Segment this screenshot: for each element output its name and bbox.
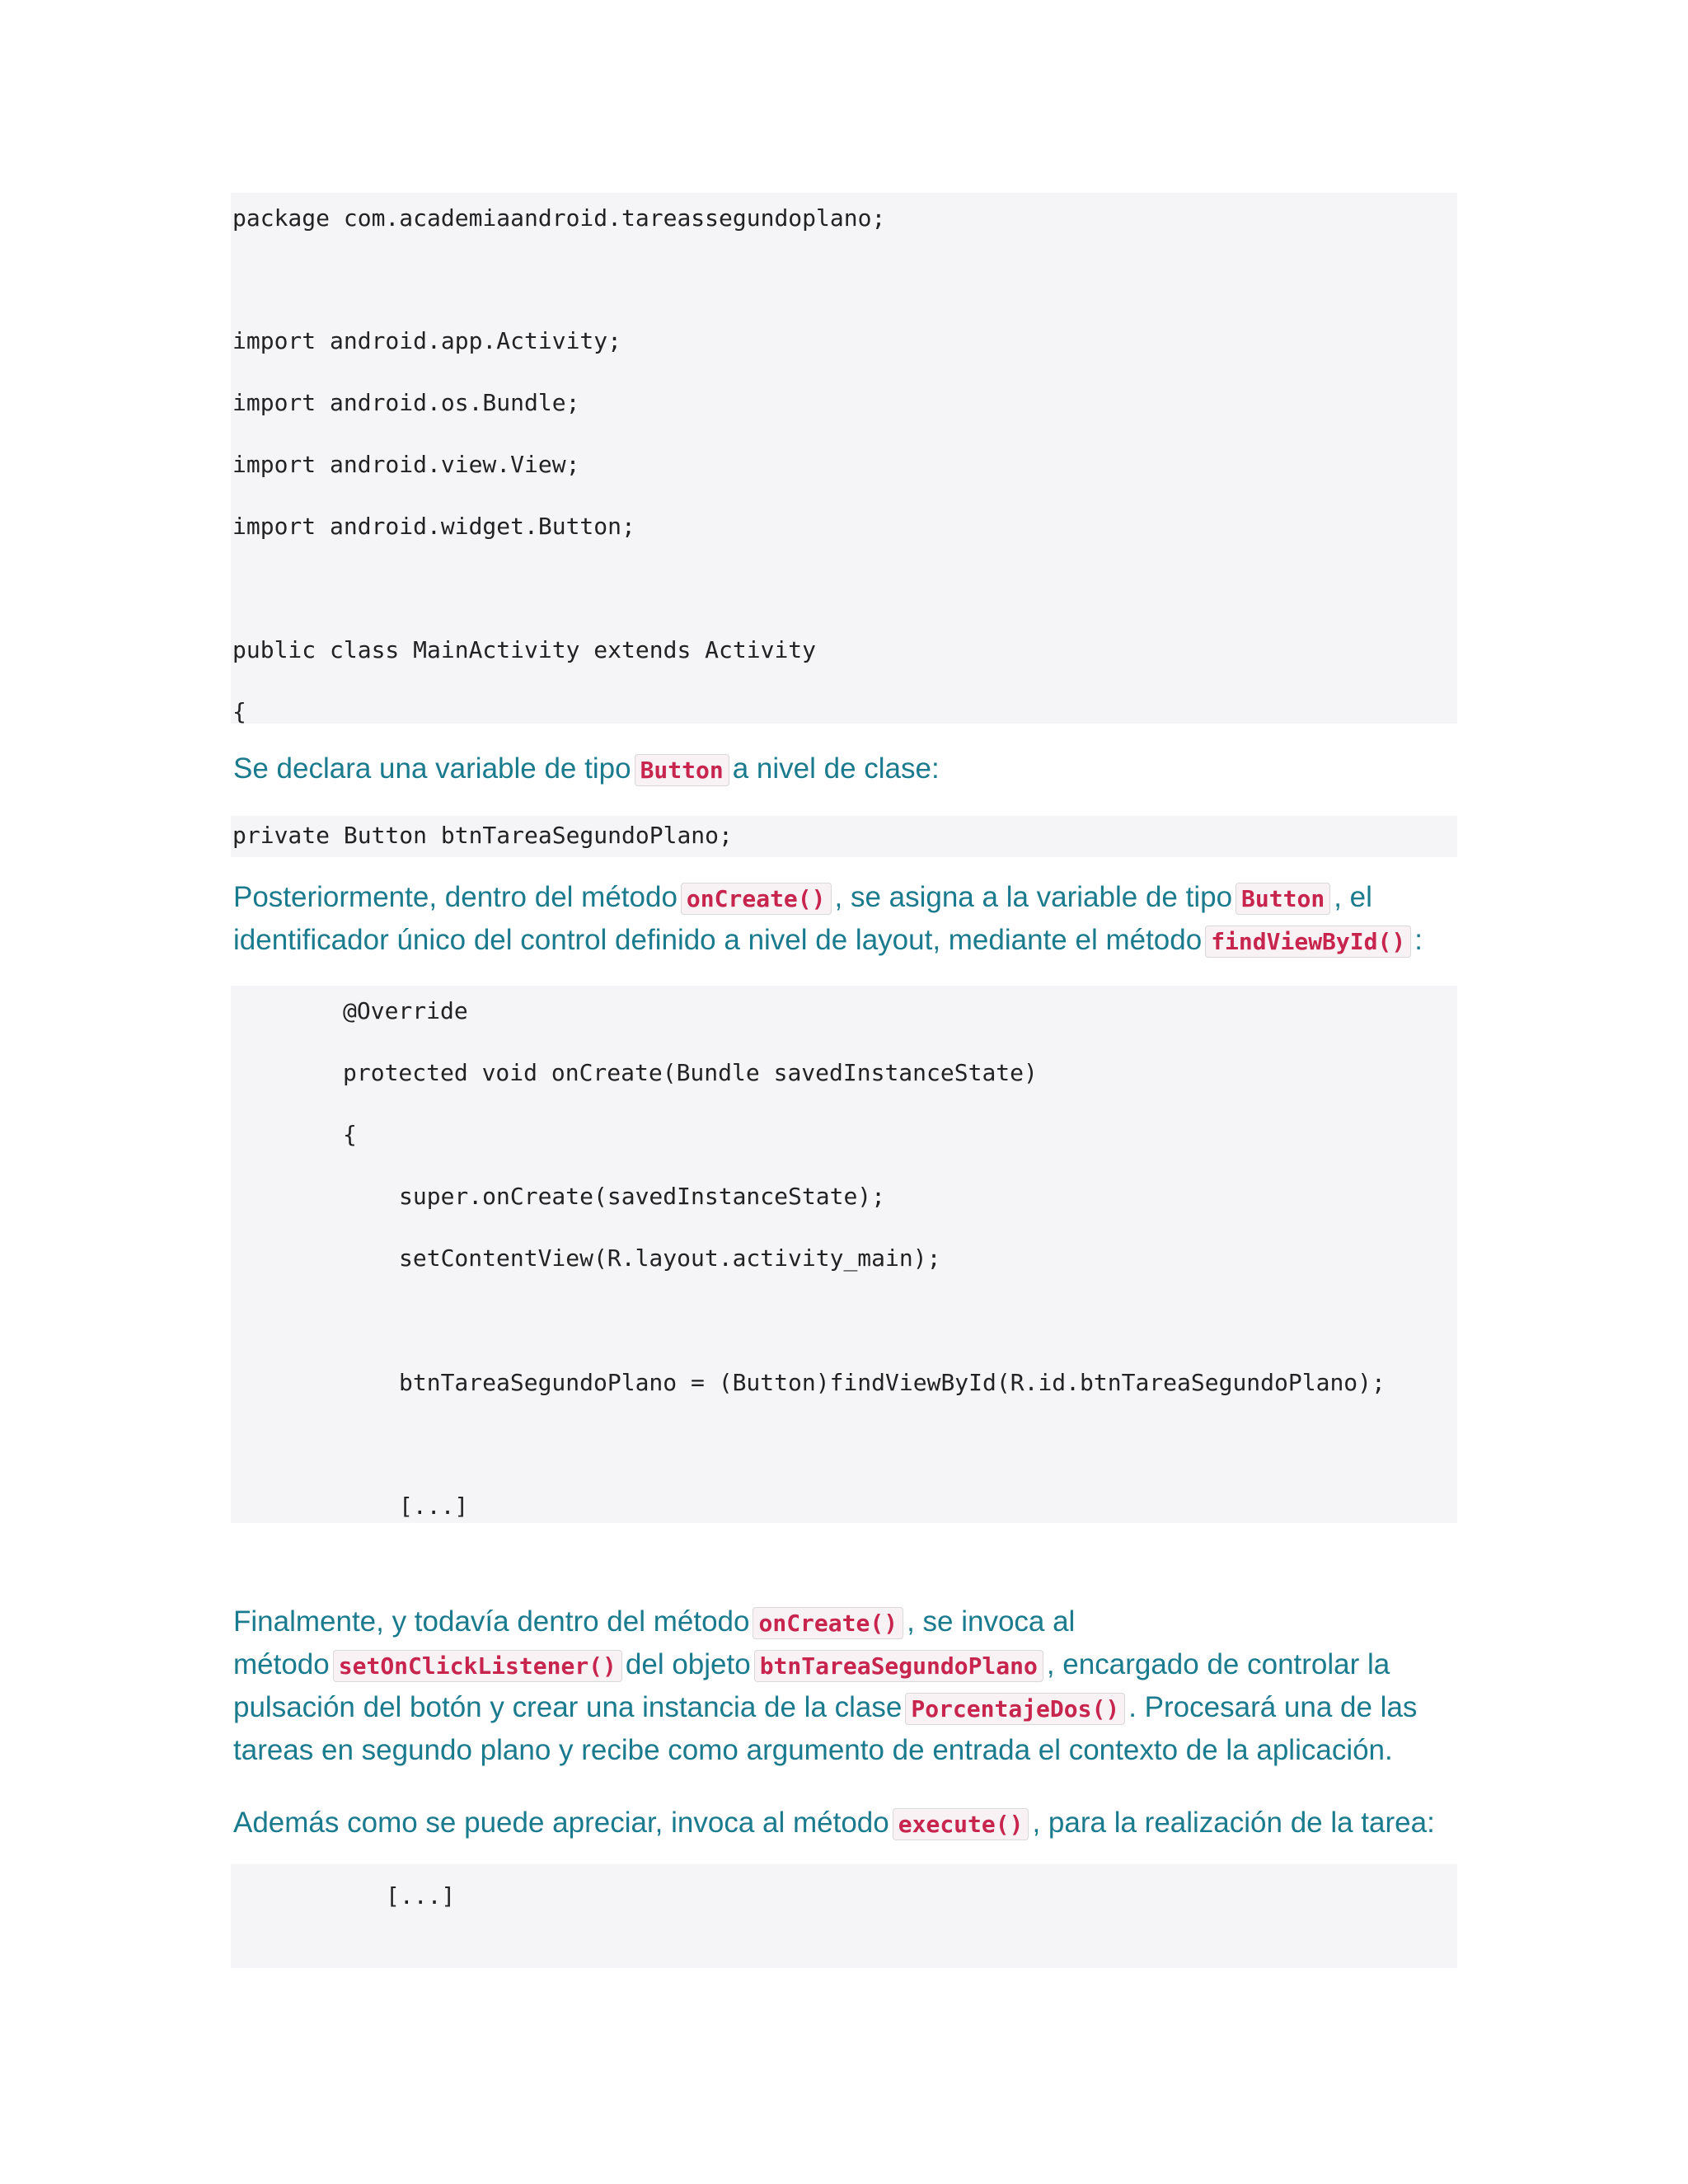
code-line-ellipsis: [...] <box>386 1882 456 1910</box>
text-span: a nivel de clase: <box>732 752 940 785</box>
code-line-import-bundle: import android.os.Bundle; <box>232 389 580 416</box>
code-line-oncreate-signature: protected void onCreate(Bundle savedInstanceState) <box>343 1059 1038 1086</box>
code-line-findviewbyid: btnTareaSegundoPlano = (Button)findViewById(R.id.btnTareaSegundoPlano); <box>399 1369 1386 1396</box>
code-line-open-brace: { <box>232 698 246 725</box>
paragraph-setonclicklistener <box>233 1601 1461 1772</box>
code-line-class-declaration: public class MainActivity extends Activity <box>232 636 817 663</box>
text-span: tareas en segundo plano y recibe como argumento de entrada el contexto de la aplicación. <box>233 1734 1393 1766</box>
code-line-private-field: private Button btnTareaSegundoPlano; <box>232 822 733 849</box>
paragraph-line <box>233 876 1461 919</box>
code-line-setcontentview: setContentView(R.layout.activity_main); <box>399 1244 941 1272</box>
code-line-super-oncreate: super.onCreate(savedInstanceState); <box>399 1183 886 1210</box>
code-block-oncreate <box>231 986 1457 1523</box>
inline-code-findviewbyid: findViewById() <box>1205 926 1411 958</box>
code-line-import-activity: import android.app.Activity; <box>232 327 622 354</box>
code-line-ellipsis: [...] <box>399 1493 469 1520</box>
paragraph-line <box>233 1686 1461 1729</box>
inline-code-oncreate: onCreate() <box>753 1607 903 1639</box>
text-span: , encargado de controlar la <box>1046 1648 1390 1680</box>
text-span: pulsación del botón y crear una instancia de la clase <box>233 1691 903 1723</box>
inline-code-button: Button <box>635 754 729 786</box>
text-span: , se asigna a la variable de tipo <box>834 881 1233 913</box>
text-span: Además como se puede apreciar, invoca al método <box>233 1807 889 1839</box>
code-line-import-view: import android.view.View; <box>232 451 580 478</box>
code-line-override: @Override <box>343 997 468 1024</box>
inline-code-button: Button <box>1236 883 1330 915</box>
inline-code-oncreate: onCreate() <box>681 883 832 915</box>
text-span: , el <box>1334 881 1372 913</box>
paragraph-line <box>233 1643 1461 1686</box>
paragraph-line <box>233 1802 1461 1844</box>
paragraph-line <box>233 919 1461 962</box>
inline-code-execute: execute() <box>893 1808 1029 1840</box>
text-span: Se declara una variable de tipo <box>233 752 631 785</box>
paragraph-variable-declaration <box>233 748 1461 790</box>
code-line-package: package com.academiaandroid.tareassegundoplano; <box>232 204 886 232</box>
text-span: método <box>233 1648 330 1680</box>
text-span: , se invoca al <box>907 1605 1076 1638</box>
paragraph-line <box>233 1601 1461 1643</box>
inline-code-btntareasegundoplano: btnTareaSegundoPlano <box>754 1650 1043 1682</box>
text-span: Finalmente, y todavía dentro del método <box>233 1605 750 1638</box>
text-span: Posteriormente, dentro del método <box>233 881 678 913</box>
text-span: identificador único del control definido a nivel de layout, mediante el método <box>233 924 1203 956</box>
paragraph-line <box>233 1729 1461 1772</box>
text-span: del objeto <box>625 1648 751 1680</box>
text-span: : <box>1414 924 1423 956</box>
code-block-ellipsis <box>231 1864 1457 1968</box>
code-block-private-button <box>231 816 1457 857</box>
code-block-package-imports <box>231 193 1457 724</box>
paragraph-oncreate-assignment <box>233 876 1461 962</box>
text-span: , para la realización de la tarea: <box>1032 1807 1435 1839</box>
inline-code-setonclicklistener: setOnClickListener() <box>333 1650 622 1682</box>
code-line-open-brace: { <box>343 1121 357 1148</box>
text-span: . Procesará una de las <box>1128 1691 1418 1723</box>
inline-code-porcentajedos: PorcentajeDos() <box>905 1693 1125 1725</box>
paragraph-execute <box>233 1802 1461 1844</box>
paragraph-line <box>233 748 1461 790</box>
code-line-import-button: import android.widget.Button; <box>232 513 635 540</box>
